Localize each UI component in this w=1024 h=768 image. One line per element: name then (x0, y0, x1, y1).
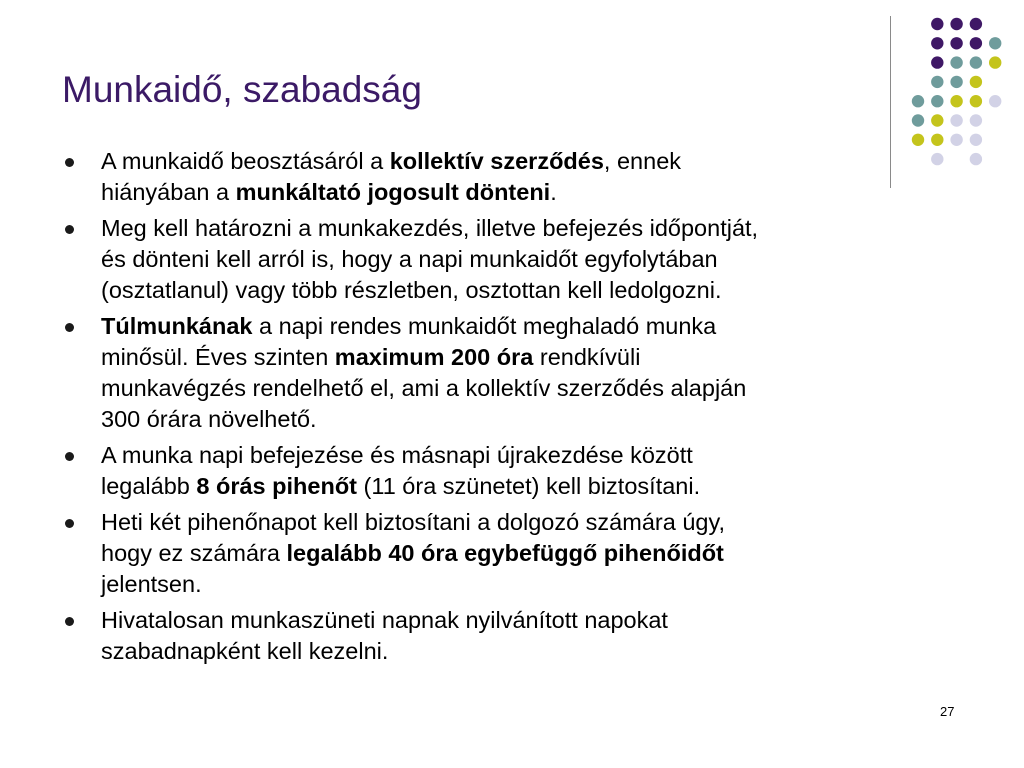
bullet-line: hogy ez számára legalább 40 óra egybefüggő pihenőidőt (101, 540, 724, 566)
decorative-dot (970, 76, 982, 88)
decorative-dot (931, 37, 943, 49)
bullet-line: (osztatlanul) vagy több részletben, osztottan kell ledolgozni. (101, 277, 722, 303)
decorative-dot (970, 134, 982, 146)
decorative-dot (970, 114, 982, 126)
decorative-dot (970, 18, 982, 30)
bullet-line: szabadnapként kell kezelni. (101, 638, 389, 664)
decorative-dot (950, 114, 962, 126)
bullet-dot (65, 452, 74, 461)
bullet-line: legalább 8 órás pihenőt (11 óra szünetet) kell biztosítani. (101, 473, 701, 499)
decorative-dot (912, 134, 924, 146)
decorative-dot (950, 37, 962, 49)
bullet-item (62, 440, 962, 502)
decorative-dot (970, 37, 982, 49)
bullet-line: A munkaidő beosztásáról a kollektív szerződés, ennek (101, 148, 682, 174)
decorative-dot (950, 18, 962, 30)
decorative-dot (931, 76, 943, 88)
decorative-dot (931, 18, 943, 30)
bullet-dot (65, 225, 74, 234)
bullet-list (62, 146, 962, 672)
decorative-dot (989, 56, 1001, 68)
decorative-dot (989, 37, 1001, 49)
bullet-dot (65, 519, 74, 528)
bullet-line: A munka napi befejezése és másnapi újrakezdése között (101, 442, 693, 468)
slide-number: 27 (940, 704, 955, 719)
decorative-dot (912, 95, 924, 107)
bullet-line: Hivatalosan munkaszüneti napnak nyilvánított napokat (101, 607, 668, 633)
bullet-dot (65, 323, 74, 332)
bullet-dot (65, 158, 74, 167)
bullet-line: Meg kell határozni a munkakezdés, illetve befejezés időpontját, (101, 215, 759, 241)
decorative-dot (970, 153, 982, 165)
bullet-dot (65, 617, 74, 626)
decorative-dot (931, 114, 943, 126)
bullet-line: Túlmunkának a napi rendes munkaidőt meghaladó munka (101, 313, 717, 339)
decorative-dot (950, 56, 962, 68)
bullet-item (62, 507, 962, 600)
bullet-item (62, 311, 962, 435)
bullet-item (62, 146, 962, 208)
bullet-line: munkavégzés rendelhető el, ami a kollektív szerződés alapján (101, 375, 747, 401)
decorative-dot (912, 114, 924, 126)
bullet-line: és dönteni kell arról is, hogy a napi munkaidőt egyfolytában (101, 246, 718, 272)
bullet-item (62, 605, 962, 667)
decorative-dot (931, 95, 943, 107)
decorative-dot (970, 95, 982, 107)
decorative-dot (989, 95, 1001, 107)
decorative-dot (931, 134, 943, 146)
bullet-line: hiányában a munkáltató jogosult dönteni. (101, 179, 557, 205)
decorative-dot (950, 95, 962, 107)
decorative-dot (970, 56, 982, 68)
bullet-line: Heti két pihenőnapot kell biztosítani a dolgozó számára úgy, (101, 509, 725, 535)
bullet-line: jelentsen. (101, 571, 202, 597)
slide-title: Munkaidő, szabadság (62, 69, 422, 110)
bullet-line: 300 órára növelhető. (101, 406, 317, 432)
bullet-item (62, 213, 962, 306)
decorative-dot (950, 76, 962, 88)
bullet-line: minősül. Éves szinten maximum 200 óra rendkívüli (101, 344, 641, 370)
decorative-dot (931, 56, 943, 68)
decorative-dot (950, 134, 962, 146)
